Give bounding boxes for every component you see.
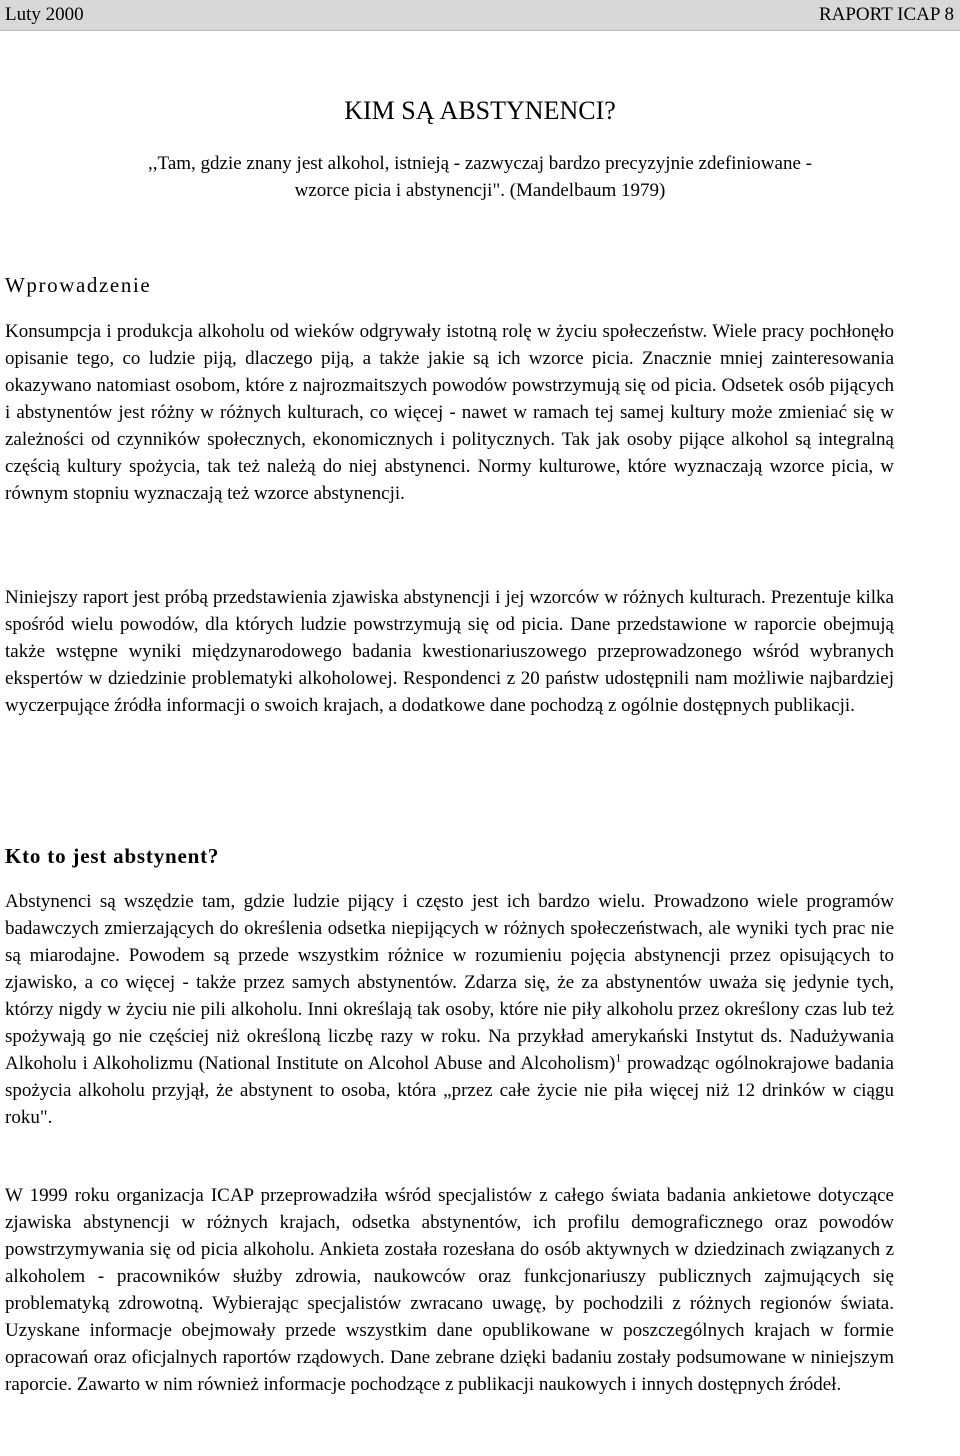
abstainer-paragraph-2: W 1999 roku organizacja ICAP przeprowadziła wśród specjalistów z całego świata badania ankietowe dotyczące zjawiska abstynencji w różnych krajach, odsetka abstynentów, ich profilu demograficznego oraz powodów powstrzymywania się od picia alkoholu. Ankieta została rozesłana do osób aktywnych w dziedzinach związanych z alkoholem - pracowników służby zdrowia, naukowców oraz funkcjonariuszy publicznych zajmujących się problematyką zdrowotną. Wybierając specjalistów zwracano uwagę, by pochodzili z różnych regionów świata. Uzyskane informacje obejmowały przede wszystkim dane opublikowane w poszczególnych krajach w formie opracowań oraz oficjalnych raportów rządowych. Dane zebrane dzięki badaniu zostały podsumowane w niniejszym raporcie. Zawarto w nim również informacje pochodzące z publikacji naukowych i innych dostępnych źródeł. <box>5 1185 894 1396</box>
abstainer-paragraph-1-text-a: Abstynenci są wszędzie tam, gdzie ludzie pijący i często jest ich bardzo wielu. Prowadzono wiele programów badawczych zmierzających do określenia odsetka niepijących w różnych społeczeństwach, ale wyniki tych prac nie są miarodajne. Powodem są przede wszystkim różnice w rozumieniu pojęcia abstynencji przez opisujących to zjawisko, a co więcej - także przez samych abstynentów. Zdarza się, że za abstynentów uważa się jedynie tych, którzy nigdy w życiu nie pili alkoholu. Inni określają tak osoby, które nie piły alkoholu przez określony czas lub też spożywają go nie częściej niż określoną liczbę razy w roku. Na przykład amerykański Instytut ds. Nadużywania Alkoholu i Alkoholizmu (National Institute on Alcohol Abuse and Alcoholism) <box>5 891 894 1075</box>
intro-paragraph-2: Niniejszy raport jest próbą przedstawienia zjawiska abstynencji i jej wzorców w różnych kulturach. Prezentuje kilka spośród wielu powodów, dla których ludzie powstrzymują się od picia. Dane przedstawione w raporcie obejmują także wstępne wyniki międzynarodowego badania kwestionariuszowego przeprowadzonego wśród wybranych ekspertów w dziedzinie problematyki alkoholowej. Respondenci z 20 państw udostępnili nam możliwie najbardziej wyczerpujące źródła informacji o swoich krajach, a dodatkowe dane pochodzą z ogólnie dostępnych publikacji. <box>5 587 894 717</box>
epigraph-quote: ,,Tam, gdzie znany jest alkohol, istnieją - zazwyczaj bardzo precyzyjnie zdefiniowane - wzorce picia i abstynencji". (Mandelbaum 1979) <box>148 153 812 201</box>
footnote-reference[interactable]: 1 <box>615 1050 622 1065</box>
abstainer-paragraph-1 <box>5 888 894 1131</box>
abstainer-paragraph-1-text-b: prowadząc ogólnokrajowe badania spożycia alkoholu przyjął, że abstynent to osoba, która „przez całe życie nie piła więcej niż 12 drinków w ciągu roku". <box>5 1053 894 1129</box>
section-heading-who-is-abstainer: Kto to jest abstynent? <box>5 844 220 868</box>
header-report-name: RAPORT ICAP 8 <box>818 4 954 25</box>
page-header <box>0 0 960 31</box>
page-title: KIM SĄ ABSTYNENCI? <box>344 96 616 125</box>
intro-paragraph-1: Konsumpcja i produkcja alkoholu od wieków odgrywały istotną rolę w życiu społeczeństw. Wiele pracy pochłonęło opisanie tego, co ludzie piją, dlaczego piją, a także jakie są ich wzorce picia. Znacznie mniej zainteresowania okazywano natomiast osobom, które z najrozmaitszych powodów powstrzymują się od picia. Odsetek osób pijących i abstynentów jest różny w różnych kulturach, co więcej - nawet w ramach tej samej kultury może zmieniać się w zależności od czynników społecznych, ekonomicznych i politycznych. Tak jak osoby pijące alkohol są integralną częścią kultury spożycia, tak też należą do niej abstynenci. Normy kulturowe, które wyznaczają wzorce picia, w równym stopniu wyznaczają też wzorce abstynencji. <box>5 321 894 505</box>
section-heading-introduction: Wprowadzenie <box>5 273 152 297</box>
header-date: Luty 2000 <box>5 4 84 25</box>
